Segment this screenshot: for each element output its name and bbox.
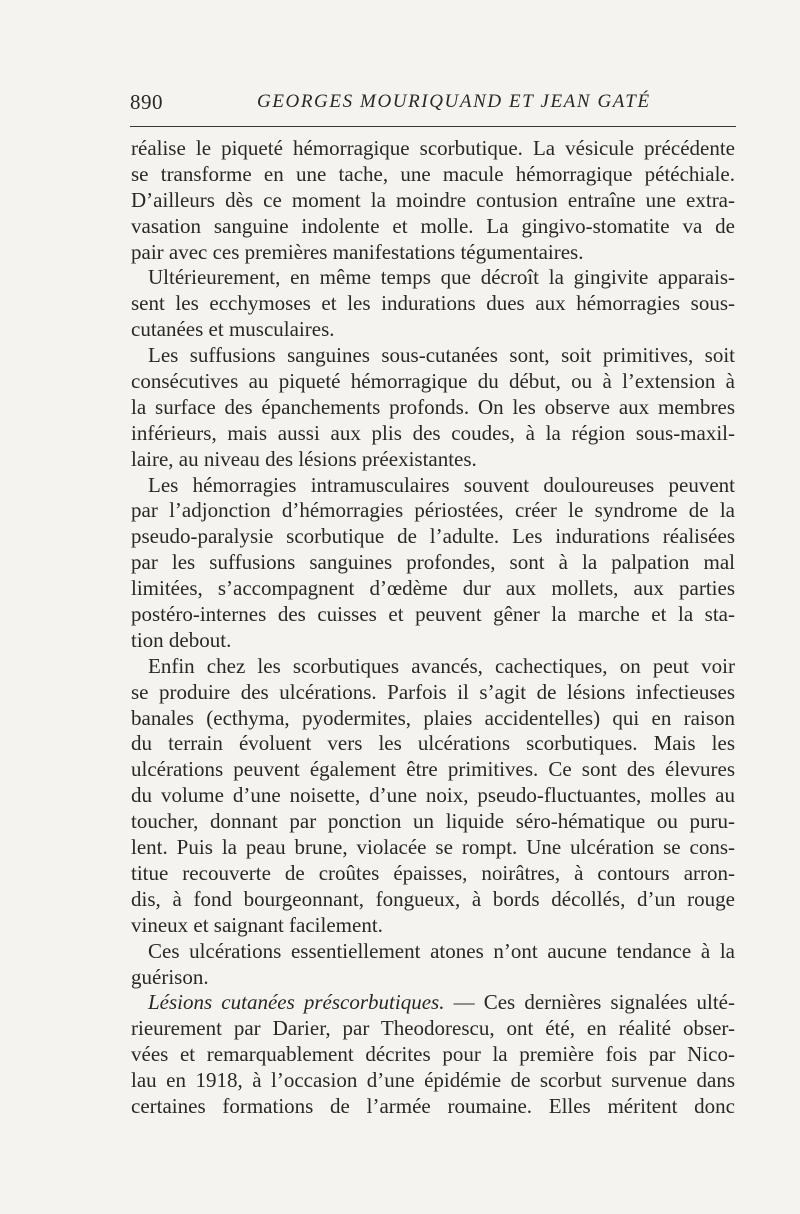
text-line: se produire des ulcérations. Parfois il s’agit de lésions infectieuses [131,679,735,704]
section-heading: Lésions cutanées préscorbutiques. [148,990,445,1015]
text-line: lent. Puis la peau brune, violacée se rompt. Une ulcération se cons- [131,835,735,860]
text-line: sent les ecchymoses et les indurations dues aux hémorragies sous- [131,291,735,316]
text-line: guérison. [131,964,209,989]
page-number: 890 [130,90,163,114]
text-line: pseudo-paralysie scorbutique de l’adulte. Les indurations réalisées [131,524,735,549]
text-line: certaines formations de l’armée roumaine. Elles méritent donc [131,1093,735,1118]
text-line: banales (ecthyma, pyodermites, plaies accidentelles) qui en raison [131,705,735,730]
text-line: limitées, s’accompagnent d’œdème dur aux mollets, aux parties [131,576,735,601]
text-line: laire, au niveau des lésions préexistantes. [131,446,477,471]
text-line: Les hémorragies intramusculaires souvent douloureuses peuvent [148,472,735,497]
running-title: GEORGES MOURIQUAND ET JEAN GATÉ [257,91,651,112]
text-line: Les suffusions sanguines sous-cutanées sont, soit primitives, soit [148,343,735,368]
text-line: vées et remarquablement décrites pour la première fois par Nico- [131,1042,735,1067]
text-line: Ultérieurement, en même temps que décroît la gingivite apparais- [148,265,735,290]
text-line: titue recouverte de croûtes épaisses, noirâtres, à contours arron- [131,860,735,885]
text-line: rieurement par Darier, par Theodorescu, ont été, en réalité obser- [131,1016,735,1041]
text-line: Ces ulcérations essentiellement atones n’ont aucune tendance à la [148,938,735,963]
text-line: la surface des épanchements profonds. On les observe aux membres [131,394,735,419]
text-line: ulcérations peuvent également être primitives. Ce sont des élevures [131,757,735,782]
text-line: pair avec ces premières manifestations tégumentaires. [131,239,584,264]
section-heading-continuation: — Ces dernières signalées ulté- [444,990,735,1015]
text-line: consécutives au piqueté hémorragique du début, ou à l’extension à [131,369,735,394]
text-line: toucher, donnant par ponction un liquide séro-hématique ou puru- [131,809,735,834]
text-line: vineux et saignant facilement. [131,912,383,937]
text-line: par les suffusions sanguines profondes, sont à la palpation mal [131,550,735,575]
running-head [130,90,736,120]
text-line: cutanées et musculaires. [131,317,335,342]
body-text [131,136,735,1120]
text-line: vasation sanguine indolente et molle. La gingivo-stomatite va de [131,213,735,238]
text-line: lau en 1918, à l’occasion d’une épidémie de scorbut survenue dans [131,1068,735,1093]
text-line: du volume d’une noisette, d’une noix, pseudo-fluctuantes, molles au [131,783,735,808]
text-line: tion debout. [131,627,232,652]
text-line: postéro-internes des cuisses et peuvent gêner la marche et la sta- [131,602,735,627]
text-line: du terrain évoluent vers les ulcérations scorbutiques. Mais les [131,731,735,756]
text-line: dis, à fond bourgeonnant, fongueux, à bords décollés, d’un rouge [131,886,735,911]
text-line: réalise le piqueté hémorragique scorbutique. La vésicule précédente [131,136,735,160]
text-line: D’ailleurs dès ce moment la moindre contusion entraîne une extra- [131,187,735,212]
text-line: par l’adjonction d’hémorragies périostées, créer le syndrome de la [131,498,735,523]
header-rule [130,126,736,127]
section-heading-line [131,990,735,1016]
text-line: Enfin chez les scorbutiques avancés, cachectiques, on peut voir [148,653,735,678]
text-line: se transforme en une tache, une macule hémorragique pétéchiale. [131,161,735,186]
text-line: inférieurs, mais aussi aux plis des coudes, à la région sous-maxil- [131,420,735,445]
